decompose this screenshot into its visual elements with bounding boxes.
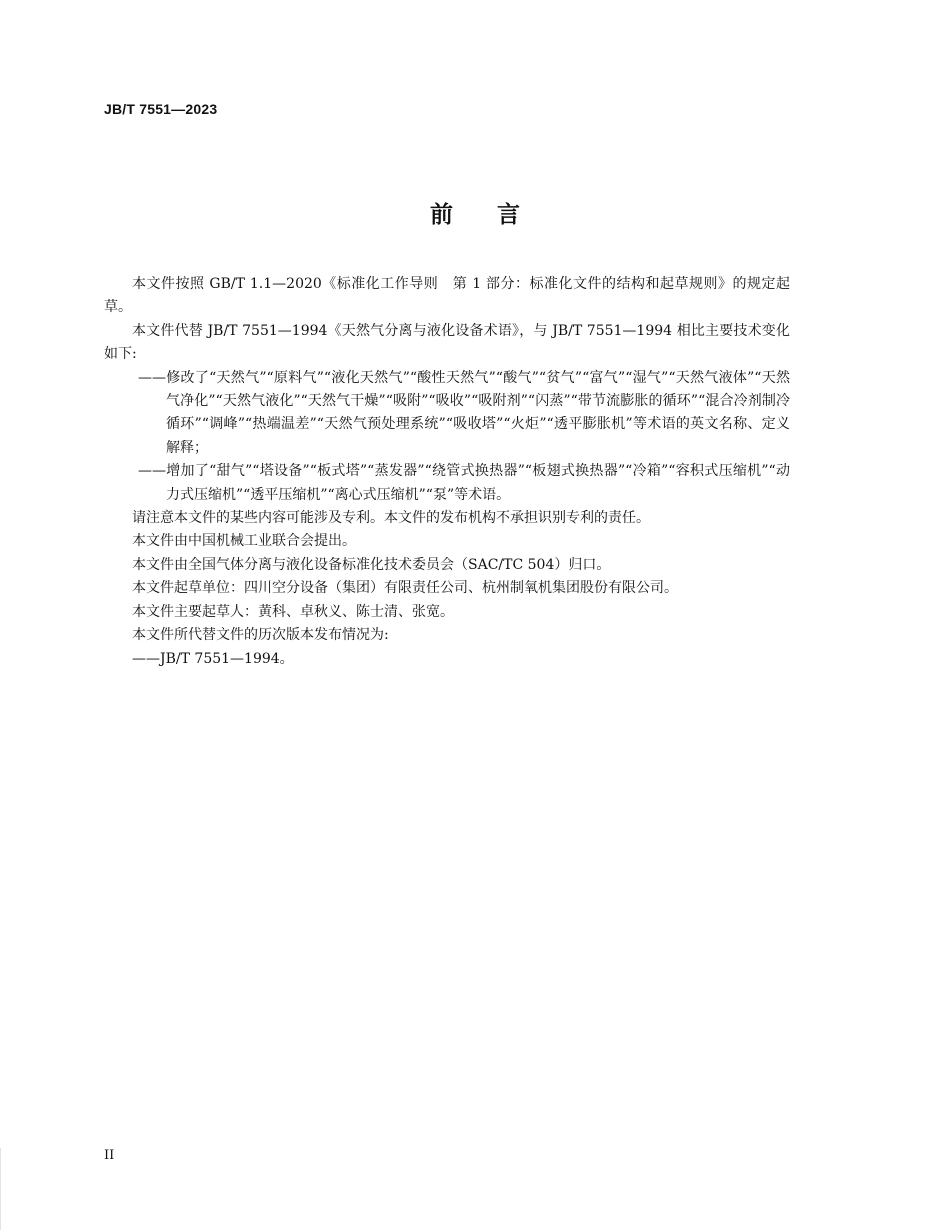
- change-item-added: ——增加了“甜气”“塔设备”“板式塔”“蒸发器”“绕管式换热器”“板翅式换热器”“冷箱”“容积式压缩机”“动力式压缩机”“透平压缩机”“离心式压缩机”“泵”等术语。: [138, 463, 790, 503]
- title-char-1: 前: [430, 202, 453, 228]
- foreword-body: [104, 273, 790, 671]
- change-item-modified: ——修改了“天然气”“原料气”“液化天然气”“酸性天然气”“酸气”“贫气”“富气”“湿气”“天然气液体”“天然气净化”“天然气液化”“天然气干燥”“吸附”“吸收”“吸附剂”“闪蒸”“带节流膨胀的循环”“混合冷剂制冷循环”“调峰”“热端温差”“天然气预处理系统”“吸收塔”“火炬”“透平膨胀机”等术语的英文名称、定义解释；: [138, 369, 790, 456]
- document-id: JB/T 7551—2023: [104, 101, 218, 117]
- paragraph-patent-notice: 请注意本文件的某些内容可能涉及专利。本文件的发布机构不承担识别专利的责任。: [132, 510, 650, 527]
- paragraph-drafting-rules: 本文件按照 GB/T 1.1—2020《标准化工作导则 第 1 部分：标准化文件的结构和起草规则》的规定起草。: [104, 276, 790, 316]
- title-char-2: 言: [497, 202, 520, 228]
- paragraph-history-intro: 本文件所代替文件的历次版本发布情况为:: [132, 627, 389, 644]
- page-edge-divider: [0, 1148, 1, 1230]
- page-title: [0, 196, 950, 229]
- page-number: II: [104, 1148, 115, 1163]
- history-item: ——JB/T 7551—1994。: [132, 650, 294, 667]
- paragraph-drafting-units: 本文件起草单位：四川空分设备（集团）有限责任公司、杭州制氧机集团股份有限公司。: [132, 580, 678, 597]
- paragraph-proposer: 本文件由中国机械工业联合会提出。: [132, 533, 356, 550]
- paragraph-drafters: 本文件主要起草人：黄科、卓秋义、陈士清、张宽。: [132, 603, 454, 620]
- paragraph-replacement: 本文件代替 JB/T 7551—1994《天然气分离与液化设备术语》，与 JB/T 7551—1994 相比主要技术变化如下:: [104, 322, 790, 363]
- paragraph-committee: 本文件由全国气体分离与液化设备标准化技术委员会（SAC/TC 504）归口。: [132, 556, 611, 573]
